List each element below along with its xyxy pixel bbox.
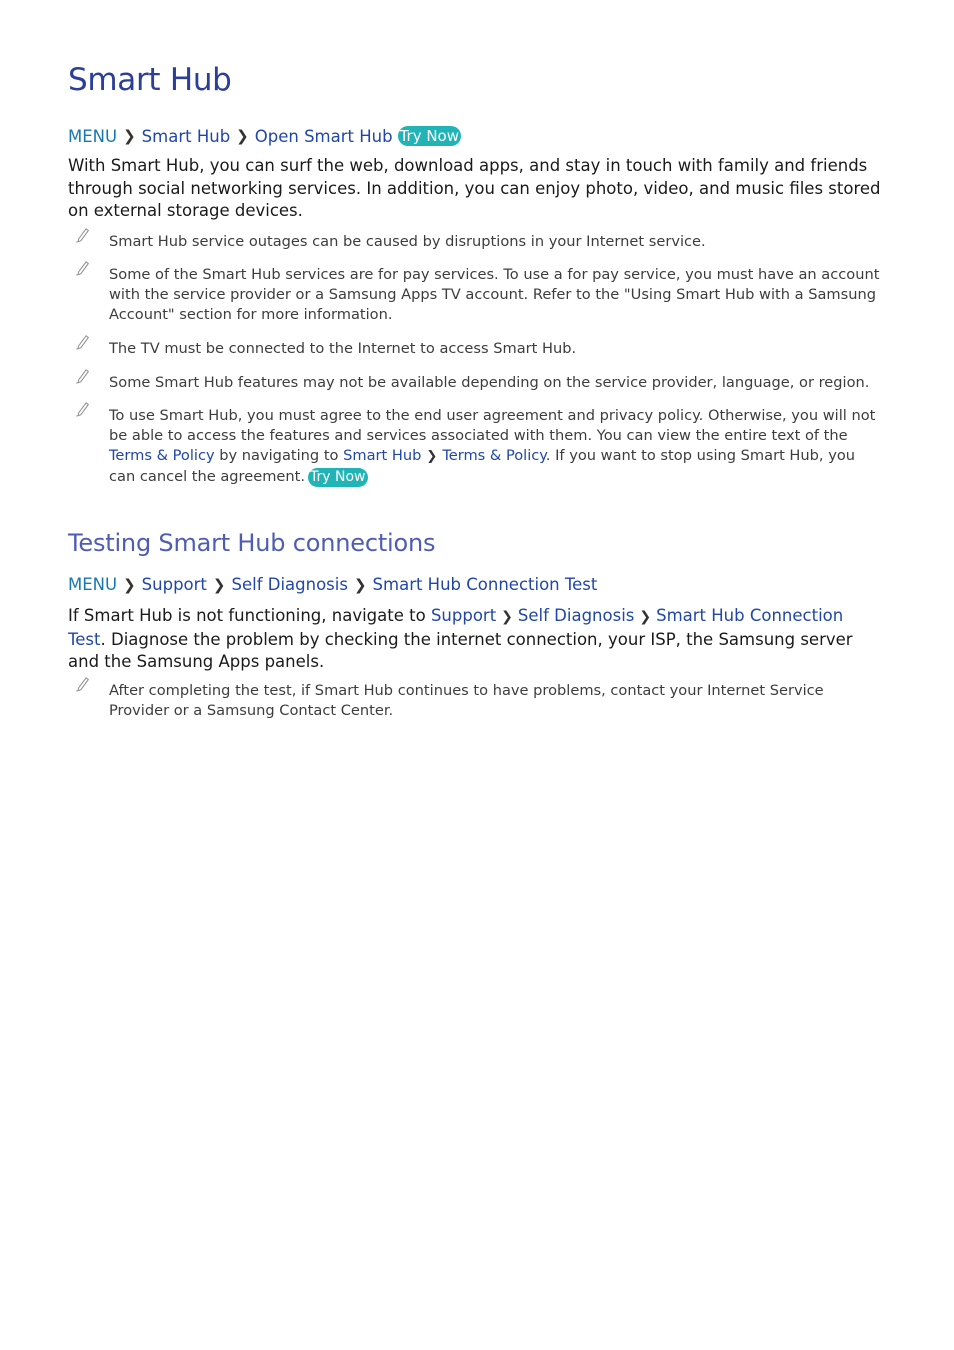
- paragraph-part: . Diagnose the problem by checking the internet connection, your ISP, the Samsung server and the Samsung Apps panels.: [68, 629, 853, 671]
- note-text: [109, 406, 884, 487]
- note-text-part: by navigating to: [214, 447, 344, 464]
- note-text-part: . If you want to stop using Smart Hub, you can cancel the agreement.: [109, 447, 856, 485]
- breadcrumb-menu[interactable]: MENU: [68, 575, 118, 594]
- try-now-button[interactable]: Try Now: [310, 469, 366, 485]
- note-text: Smart Hub service outages can be caused by disruptions in your Internet service.: [109, 233, 706, 250]
- section-title: Testing Smart Hub connections: [68, 529, 436, 557]
- chevron-right-icon: ❯: [426, 449, 438, 464]
- pencil-icon: [75, 675, 91, 693]
- chevron-right-icon: ❯: [123, 127, 136, 145]
- breadcrumb: [68, 126, 461, 146]
- smart-hub-connection-test-link[interactable]: Smart Hub Connection Test: [68, 606, 844, 649]
- chevron-right-icon: ❯: [236, 127, 249, 145]
- page-title: Smart Hub: [68, 62, 232, 98]
- self-diagnosis-link[interactable]: Self Diagnosis: [517, 606, 635, 625]
- terms-policy-link[interactable]: Terms & Policy: [109, 447, 215, 464]
- note-text: After completing the test, if Smart Hub continues to have problems, contact your Internet Service Provider or a Samsung Contact Center.: [109, 682, 824, 719]
- pencil-icon: [75, 333, 91, 351]
- chevron-right-icon: ❯: [353, 575, 367, 594]
- breadcrumb-smart-hub-connection-test[interactable]: Smart Hub Connection Test: [372, 575, 598, 594]
- chevron-right-icon: ❯: [501, 609, 513, 625]
- note-item: [68, 265, 884, 325]
- note-item: [68, 373, 884, 393]
- try-now-button[interactable]: Try Now: [399, 127, 459, 145]
- smart-hub-link[interactable]: Smart Hub: [343, 447, 422, 464]
- breadcrumb-self-diagnosis[interactable]: Self Diagnosis: [231, 575, 348, 594]
- intro-paragraph: With Smart Hub, you can surf the web, download apps, and stay in touch with family and friends through social networking services. In addition, you can enjoy photo, video, and music files stored on external storage devices.: [68, 156, 881, 220]
- note-text: Some of the Smart Hub services are for pay services. To use a for pay service, you must have an account with the service provider or a Samsung Apps TV account. Refer to the "Using Smart Hub with a Samsung Account" section for more information.: [109, 266, 880, 323]
- breadcrumb-menu[interactable]: MENU: [68, 126, 118, 146]
- note-item: [68, 681, 884, 721]
- pencil-icon: [75, 226, 91, 244]
- terms-policy-link[interactable]: Terms & Policy: [442, 447, 546, 464]
- breadcrumb-support[interactable]: Support: [141, 575, 207, 594]
- paragraph-part: If Smart Hub is not functioning, navigate to: [68, 606, 431, 625]
- breadcrumb-smart-hub[interactable]: Smart Hub: [141, 126, 231, 146]
- pencil-icon: [75, 367, 91, 385]
- note-item: [68, 339, 884, 359]
- note-text-part: To use Smart Hub, you must agree to the end user agreement and privacy policy. Otherwise, you will not be able to access the features and services associated with them. You can view the entire text of the: [109, 407, 876, 444]
- note-item: [68, 232, 884, 252]
- pencil-icon: [75, 400, 91, 418]
- breadcrumb-open-smart-hub[interactable]: Open Smart Hub: [254, 126, 393, 146]
- chevron-right-icon: ❯: [212, 575, 226, 594]
- note-text: The TV must be connected to the Internet to access Smart Hub.: [109, 340, 577, 357]
- section-paragraph: [68, 605, 884, 674]
- support-link[interactable]: Support: [430, 606, 497, 625]
- pencil-icon: [75, 259, 91, 277]
- chevron-right-icon: ❯: [639, 609, 652, 625]
- chevron-right-icon: ❯: [123, 575, 136, 594]
- note-item: [68, 406, 884, 487]
- breadcrumb: [68, 575, 597, 594]
- note-text: Some Smart Hub features may not be available depending on the service provider, language, or region.: [109, 374, 870, 391]
